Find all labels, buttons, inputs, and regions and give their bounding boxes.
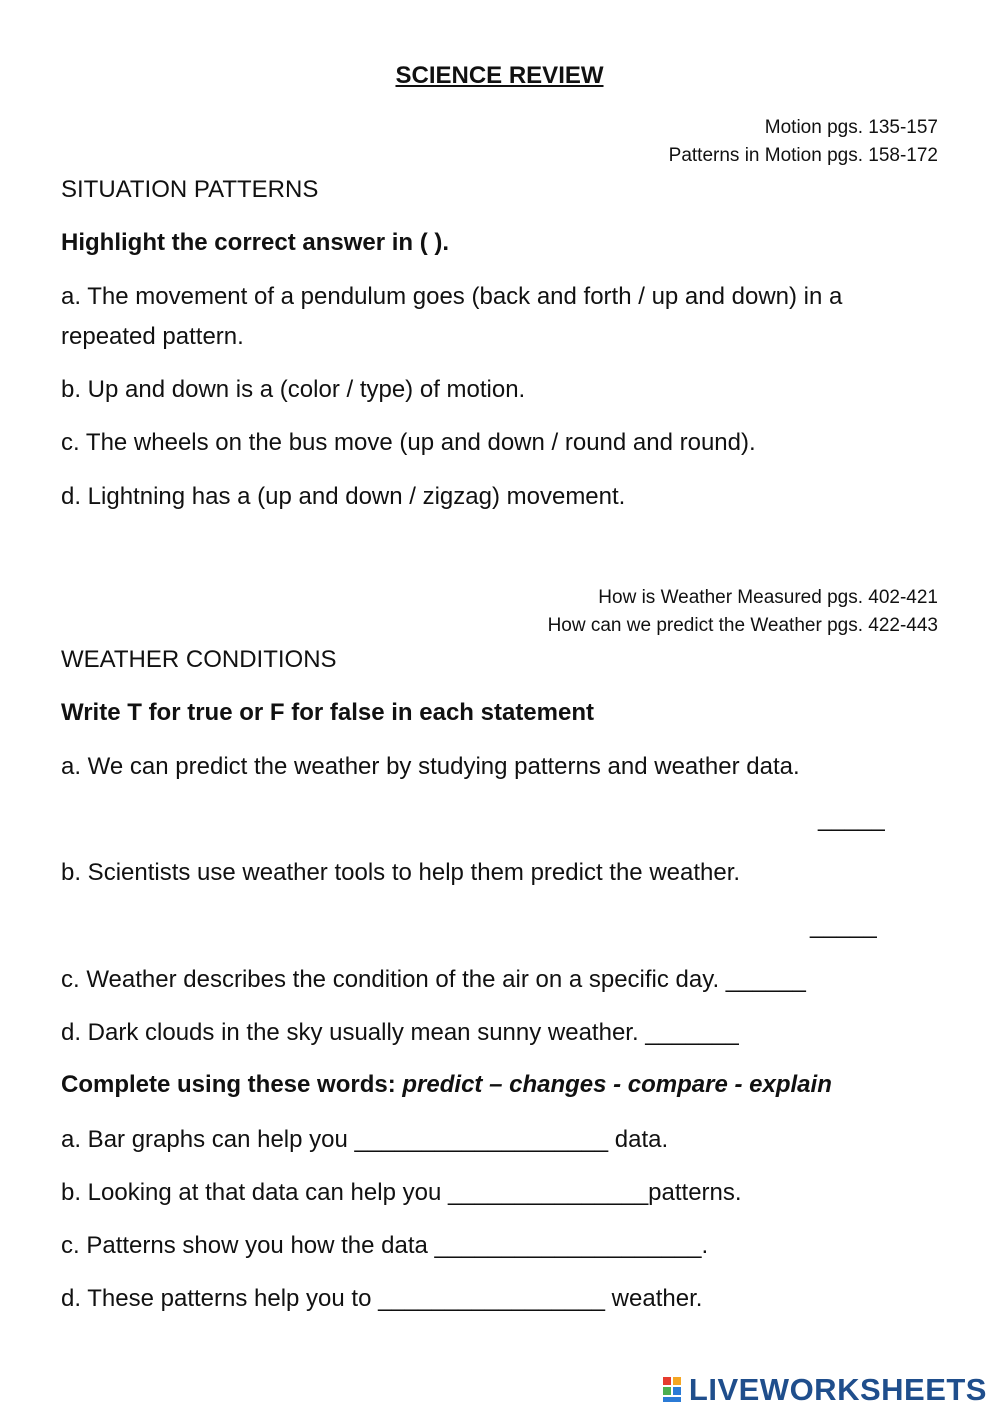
page-title: SCIENCE REVIEW	[395, 62, 604, 89]
page-reference: How can we predict the Weather pgs. 422-443	[547, 615, 938, 636]
answer-blank[interactable]: _____	[818, 805, 885, 832]
question-item: d. Lightning has a (up and down / zigzag) movement.	[61, 483, 626, 510]
question-item: d. These patterns help you to _________________ weather.	[61, 1285, 703, 1312]
question-item: c. The wheels on the bus move (up and down / round and round).	[61, 429, 756, 456]
question-item: b. Scientists use weather tools to help them predict the weather.	[61, 859, 741, 886]
instruction-lead: Complete using these words:	[61, 1071, 403, 1098]
question-item: d. Dark clouds in the sky usually mean sunny weather. _______	[61, 1019, 739, 1046]
liveworksheets-logo[interactable]	[663, 1370, 987, 1410]
answer-blank[interactable]: _____	[810, 912, 877, 939]
question-item: c. Weather describes the condition of the air on a specific day. ______	[61, 966, 806, 993]
question-item: a. Bar graphs can help you ___________________ data.	[61, 1126, 669, 1153]
section-heading: SITUATION PATTERNS	[61, 176, 319, 203]
question-item: b. Looking at that data can help you _______________patterns.	[61, 1179, 742, 1206]
logo-text: LIVEWORKSHEETS	[688, 1372, 987, 1407]
word-bank: predict – changes - compare - explain	[402, 1071, 832, 1098]
question-item: b. Up and down is a (color / type) of motion.	[61, 376, 526, 403]
instruction: Write T for true or F for false in each statement	[61, 699, 594, 726]
page-reference: Patterns in Motion pgs. 158-172	[668, 145, 938, 166]
question-item: c. Patterns show you how the data ____________________.	[61, 1232, 709, 1259]
page-reference: Motion pgs. 135-157	[764, 117, 938, 138]
question-item: a. We can predict the weather by studying patterns and weather data.	[61, 753, 800, 780]
section-heading: WEATHER CONDITIONS	[61, 646, 337, 673]
page-reference: How is Weather Measured pgs. 402-421	[598, 587, 938, 608]
question-item: a. The movement of a pendulum goes (back and forth / up and down) in a repeated pattern.	[61, 283, 843, 350]
instruction: Highlight the correct answer in ( ).	[61, 229, 450, 256]
instruction	[61, 1071, 832, 1099]
logo-mark-icon	[663, 1377, 685, 1403]
